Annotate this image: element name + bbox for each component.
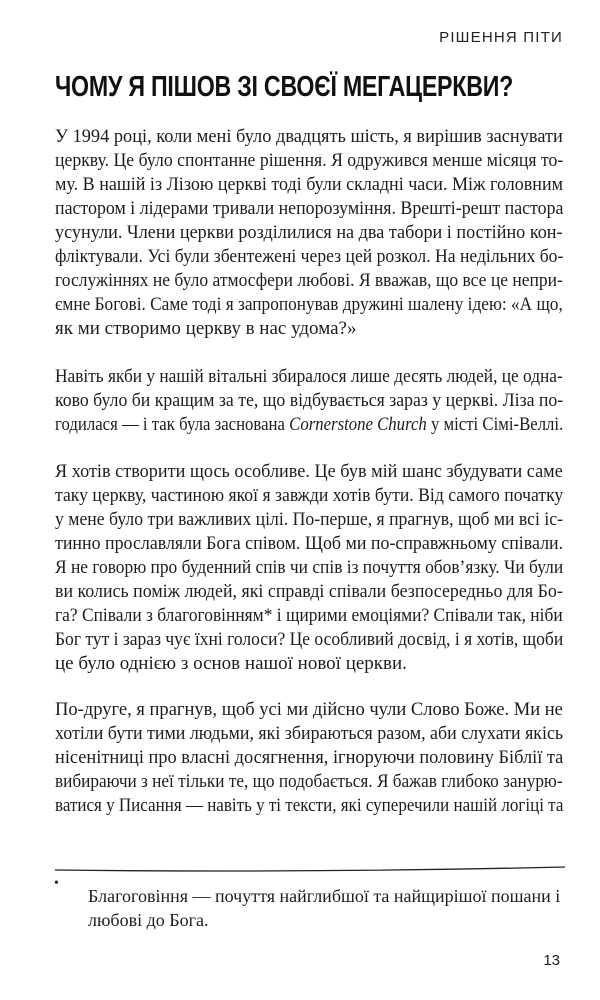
text-line bbox=[55, 413, 563, 437]
text-line: як ми створимо церкву в нас удома?» bbox=[55, 318, 357, 339]
text-line: ватися у Писання — навіть у ті тексти, які суперечили нашій логіці та bbox=[55, 795, 564, 816]
text-line: вибираючи з неї тільки те, що подобається. Я бажав глибоко занурю- bbox=[55, 771, 563, 792]
text-line: фліктували. Усі були збентежені через цей розкол. На недільних бо- bbox=[55, 246, 564, 267]
text-line: Навіть якби у нашій вітальні збиралося лише десять людей, це одна- bbox=[55, 366, 563, 387]
text-line: По-друге, я прагнув, щоб усі ми дійсно чули Слово Боже. Ми не bbox=[55, 699, 563, 720]
footnote-divider bbox=[55, 866, 565, 872]
text-line: ємне Богові. Саме тоді я запропонував дружині шалену ідею: «А що, bbox=[55, 294, 563, 315]
text-line: пастором і лідерами тривали непорозуміння. Врешті-решт пастора bbox=[55, 198, 564, 219]
footnote-text: Благоговіння — почуття найглибшої та найщирішої пошани і любові до Бога. bbox=[88, 886, 561, 930]
text-line: ково було би кращим за те, що відбувається зараз у церкві. Ліза по- bbox=[55, 390, 564, 411]
text-segment: годилася — і так була заснована bbox=[55, 414, 290, 435]
text-line: му. В нашій із Лізою церкві тоді були складні часи. Між головним bbox=[55, 174, 564, 195]
text-line: церкву. Це було спонтанне рішення. Я одружився менше місяця то- bbox=[55, 150, 564, 171]
text-line: У 1994 році, коли мені було двадцять шість, я вирішив заснувати bbox=[55, 126, 563, 147]
section-title: ЧОМУ Я ПІШОВ ЗІ СВОЄЇ МЕГАЦЕРКВИ? bbox=[55, 71, 514, 103]
paragraph-4 bbox=[55, 698, 563, 818]
footnote-marker: • bbox=[54, 876, 59, 891]
text-line: усунули. Члени церкви розділилися на два табори і постійно кон- bbox=[55, 222, 563, 243]
text-line: Бог тут і зараз чує їхні голоси? Це особливий досвід, і я хотів, щоби bbox=[55, 629, 564, 650]
text-line: Я хотів створити щось особливе. Це був мій шанс збудувати саме bbox=[55, 461, 563, 482]
italic-text: Cornerstone Church bbox=[289, 414, 427, 435]
text-line: ви колись поміж людей, які справді співали безпосередньо для Бо- bbox=[55, 581, 563, 602]
text-line: таку церкву, частиною якої я завжди хотів бути. Від самого початку bbox=[55, 485, 564, 506]
running-head: РІШЕННЯ ПІТИ bbox=[439, 29, 563, 46]
text-line: гослужіннях не було атмосфери любові. Я вважав, що все це непри- bbox=[55, 270, 563, 291]
text-line: у мене було три важливих цілі. По-перше, я прагнув, щоб ми всі іс- bbox=[55, 509, 563, 530]
text-line: це було однією з основ нашої нової церкви. bbox=[55, 653, 407, 674]
text-segment: у місті Сімі-Веллі. bbox=[426, 414, 564, 435]
text-line: хотіли бути тими людьми, які збираються разом, аби слухати якісь bbox=[55, 723, 564, 744]
paragraph-3 bbox=[55, 460, 563, 676]
text-line: тинно прославляли Бога співом. Щоб ми по-справжньому співали. bbox=[55, 533, 564, 554]
text-line: нісенітниці про власні досягнення, ігноруючи половину Біблії та bbox=[55, 747, 564, 768]
paragraph-1 bbox=[55, 125, 563, 341]
text-line: Я не говорю про буденний спів чи спів із почуття обов’язку. Чи були bbox=[55, 557, 564, 578]
paragraph-2 bbox=[55, 365, 563, 437]
page-number: 13 bbox=[543, 952, 560, 969]
text-line: га? Співали з благоговінням* і щирими емоціями? Співали так, ніби bbox=[55, 605, 563, 626]
